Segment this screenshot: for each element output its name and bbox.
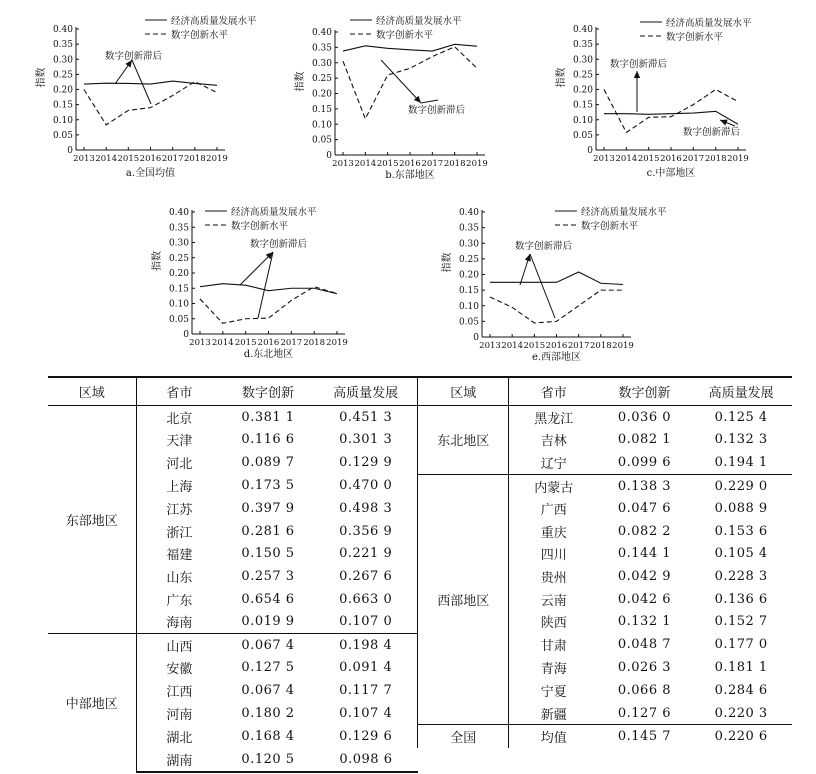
province-cell: 贵州 xyxy=(540,570,567,586)
province-cell: 黑龙江 xyxy=(534,411,574,427)
chart-e-x-tick-label: 2013 xyxy=(479,341,501,351)
chart-b-y-tick-label: 0.05 xyxy=(311,135,332,146)
digital-value-cell: 0.180 2 xyxy=(241,705,295,721)
province-cell: 海南 xyxy=(166,616,193,632)
chart-c-x-tick-label: 2019 xyxy=(727,154,749,164)
chart-e-annotation-arrow-line xyxy=(530,254,555,318)
quality-value-cell: 0.125 4 xyxy=(714,409,768,425)
province-cell: 辽宁 xyxy=(540,456,567,472)
chart-d-y-tick-label: 0.30 xyxy=(168,238,189,249)
quality-value-cell: 0.301 3 xyxy=(339,432,393,448)
chart-d-y-tick-label: 0.10 xyxy=(168,299,189,310)
chart-a-x-tick-label: 2015 xyxy=(117,154,140,164)
chart-a-caption: a.全国均值 xyxy=(125,168,176,179)
quality-value-cell: 0.132 3 xyxy=(714,432,768,448)
province-cell: 重庆 xyxy=(540,525,567,541)
digital-value-cell: 0.145 7 xyxy=(599,725,691,748)
chart-d-y-tick-label: 0.35 xyxy=(168,223,189,234)
chart-b-x-tick-label: 2014 xyxy=(354,159,377,169)
chart-e-x-tick-label: 2016 xyxy=(545,341,568,351)
digital-value-cell: 0.082 2 xyxy=(617,523,671,539)
chart-a-y-tick-label: 0.20 xyxy=(52,85,73,96)
digital-value-cell: 0.138 3 xyxy=(599,474,691,497)
chart-b-x-tick-label: 2017 xyxy=(421,159,444,169)
quality-value-cell: 0.107 0 xyxy=(339,614,393,630)
digital-value-cell: 0.150 5 xyxy=(241,546,295,562)
province-cell: 湖北 xyxy=(166,730,193,746)
chart-b-x-tick-label: 2013 xyxy=(332,159,354,169)
chart-b-y-tick-label: 0.35 xyxy=(311,43,332,54)
quality-value-cell: 0.088 9 xyxy=(714,501,768,517)
chart-b-annotation-arrow-line xyxy=(421,100,438,103)
province-cell: 上海 xyxy=(166,480,193,496)
digital-value-cell: 0.066 8 xyxy=(617,682,671,698)
chart-b-y-tick-label: 0.10 xyxy=(311,120,332,131)
digital-value-cell: 0.019 9 xyxy=(241,614,295,630)
chart-c-y-tick-label: 0.35 xyxy=(572,40,593,51)
header-quality: 高质量发展 xyxy=(314,377,418,406)
chart-b-y-tick-label: 0 xyxy=(326,151,332,161)
chart-d-annotation-arrow-line xyxy=(240,252,273,285)
province-cell: 山西 xyxy=(136,633,222,656)
chart-d-x-tick-label: 2014 xyxy=(212,338,234,348)
region-cell: 西部地区 xyxy=(418,474,509,725)
province-cell: 均值 xyxy=(509,725,599,748)
province-cell: 北京 xyxy=(166,411,193,427)
table-row xyxy=(48,748,792,772)
digital-value-cell: 0.026 3 xyxy=(617,660,671,676)
region-cell: 全国 xyxy=(418,725,509,748)
chart-c-x-tick-label: 2013 xyxy=(593,154,615,164)
chart-c-x-tick-label: 2017 xyxy=(682,154,705,164)
province-cell: 宁夏 xyxy=(540,684,567,700)
chart-d-x-tick-label: 2018 xyxy=(303,338,325,348)
digital-value-cell: 0.099 6 xyxy=(617,454,671,470)
quality-value-cell: 0.105 4 xyxy=(714,546,768,562)
header-region: 区域 xyxy=(48,377,136,406)
chart-a-x-tick-label: 2013 xyxy=(73,154,95,164)
digital-value-cell: 0.082 1 xyxy=(617,432,671,448)
chart-e-y-tick-label: 0.20 xyxy=(458,270,479,281)
digital-value-cell: 0.120 5 xyxy=(222,748,314,772)
digital-value-cell: 0.397 9 xyxy=(241,501,295,517)
header-digital: 数字创新 xyxy=(222,377,314,406)
chart-b-y-tick-label: 0.40 xyxy=(311,28,332,38)
chart-d-y-label: 指数 xyxy=(152,251,163,271)
chart-d-y-tick-label: 0.15 xyxy=(168,284,189,295)
chart-c-series-digital-line xyxy=(604,90,738,133)
digital-value-cell: 0.654 6 xyxy=(241,591,295,607)
chart-d-x-tick-label: 2013 xyxy=(189,338,211,348)
chart-a-x-tick-label: 2017 xyxy=(161,154,184,164)
chart-d-annotation-label: 数字创新滞后 xyxy=(250,239,308,250)
chart-b-annotation-label: 数字创新滞后 xyxy=(408,105,466,116)
province-cell: 广西 xyxy=(540,503,567,519)
chart-a-y-tick-label: 0 xyxy=(67,146,73,156)
chart-c-y-tick-label: 0.30 xyxy=(572,55,593,66)
quality-value-cell: 0.117 7 xyxy=(339,682,393,698)
chart-d-x-tick-label: 2015 xyxy=(234,338,257,348)
chart-c-annotation-arrowhead xyxy=(634,71,640,78)
table-row xyxy=(48,406,792,429)
chart-e-y-label: 指数 xyxy=(442,252,453,273)
chart-e-annotation-label: 数字创新滞后 xyxy=(515,241,573,252)
chart-e-x-tick-label: 2018 xyxy=(590,341,612,351)
table-row xyxy=(48,725,792,748)
region-cell: 东部地区 xyxy=(48,406,136,634)
quality-value-cell: 0.136 6 xyxy=(714,591,768,607)
chart-b-x-tick-label: 2019 xyxy=(466,159,488,169)
quality-value-cell: 0.153 6 xyxy=(714,523,768,539)
quality-value-cell: 0.181 1 xyxy=(714,660,768,676)
chart-e-legend-digital-label: 数字创新水平 xyxy=(581,221,639,232)
chart-d-series-digital-line xyxy=(200,287,337,324)
chart-a-x-tick-label: 2019 xyxy=(206,154,228,164)
province-cell: 陕西 xyxy=(540,616,567,632)
chart-c-y-tick-label: 0.40 xyxy=(572,25,593,35)
province-cell: 新疆 xyxy=(540,707,567,723)
region-cell: 中部地区 xyxy=(48,633,136,771)
chart-e-x-tick-label: 2019 xyxy=(612,341,634,351)
province-cell: 浙江 xyxy=(166,525,193,541)
chart-d-annotation-arrow-line xyxy=(258,252,273,318)
quality-value-cell: 0.356 9 xyxy=(339,523,393,539)
chart-c-x-tick-label: 2014 xyxy=(615,154,638,164)
digital-value-cell: 0.042 6 xyxy=(617,591,671,607)
chart-c-legend-econ-label: 经济高质量发展水平 xyxy=(666,18,752,29)
chart-a-annotation-arrow-line xyxy=(132,60,151,104)
quality-value-cell: 0.129 6 xyxy=(339,728,393,744)
region-cell: 东北地区 xyxy=(418,406,509,475)
quality-value-cell: 0.267 6 xyxy=(339,568,393,584)
chart-b-x-tick-label: 2015 xyxy=(376,159,399,169)
digital-value-cell: 0.067 4 xyxy=(241,682,295,698)
chart-e-y-tick-label: 0.05 xyxy=(458,317,479,328)
chart-b-y-tick-label: 0.25 xyxy=(311,74,332,85)
header-region-2: 区域 xyxy=(418,377,509,406)
header-quality-2: 高质量发展 xyxy=(690,377,792,406)
chart-e-annotation-arrowhead xyxy=(525,254,531,262)
chart-c-x-tick-label: 2016 xyxy=(660,154,682,164)
chart-b-series-econ-line xyxy=(343,44,477,51)
chart-e-y-tick-label: 0.30 xyxy=(458,239,479,250)
chart-b-y-tick-label: 0.15 xyxy=(311,104,332,115)
digital-value-cell: 0.047 6 xyxy=(617,501,671,517)
quality-value-cell: 0.284 6 xyxy=(714,682,768,698)
chart-a-y-tick-label: 0.25 xyxy=(52,70,73,81)
header-province-2: 省市 xyxy=(509,377,599,406)
chart-b-annotation-arrow-line xyxy=(381,60,421,103)
province-cell: 江苏 xyxy=(166,503,193,519)
chart-c-y-tick-label: 0.05 xyxy=(572,130,593,141)
quality-value-cell: 0.229 0 xyxy=(690,474,792,497)
province-cell: 河北 xyxy=(166,457,193,473)
chart-d-y-tick-label: 0.05 xyxy=(168,314,189,325)
chart-d-y-tick-label: 0.20 xyxy=(168,269,189,279)
chart-b-y-label: 指数 xyxy=(295,71,306,92)
province-cell: 山东 xyxy=(166,570,193,586)
digital-value-cell: 0.127 5 xyxy=(241,660,295,676)
chart-e-x-tick-label: 2014 xyxy=(501,341,523,351)
chart-c-annotation-2-label: 数字创新滞后 xyxy=(683,127,741,138)
province-cell: 湖南 xyxy=(136,748,222,772)
chart-d-x-tick-label: 2016 xyxy=(257,338,280,348)
province-cell: 天津 xyxy=(166,434,193,450)
digital-value-cell: 0.042 9 xyxy=(617,568,671,584)
chart-a-x-tick-label: 2016 xyxy=(139,154,162,164)
digital-value-cell: 0.381 1 xyxy=(241,409,295,425)
chart-d-caption: d.东北地区 xyxy=(243,349,294,360)
quality-value-cell: 0.498 3 xyxy=(339,501,393,517)
chart-e-y-tick-label: 0 xyxy=(473,333,479,343)
chart-b-x-tick-label: 2016 xyxy=(399,159,421,169)
chart-e-x-tick-label: 2015 xyxy=(523,341,546,351)
digital-value-cell: 0.116 6 xyxy=(241,432,295,448)
chart-a-y-label: 指数 xyxy=(36,67,47,88)
chart-b-y-tick-label: 0.30 xyxy=(311,58,332,69)
digital-value-cell: 0.144 1 xyxy=(617,546,671,562)
quality-value-cell: 0.221 9 xyxy=(339,546,393,562)
province-cell: 青海 xyxy=(540,662,567,678)
data-table xyxy=(48,376,792,773)
chart-e-y-tick-label: 0.40 xyxy=(458,208,479,218)
chart-c-y-tick-label: 0 xyxy=(587,146,593,156)
digital-value-cell: 0.127 6 xyxy=(617,705,671,721)
chart-a-y-tick-label: 0.10 xyxy=(52,115,73,126)
quality-value-cell: 0.663 0 xyxy=(339,591,393,607)
chart-c-y-tick-label: 0.20 xyxy=(572,85,593,96)
quality-value-cell: 0.198 4 xyxy=(314,633,418,656)
chart-a-legend-econ-label: 经济高质量发展水平 xyxy=(171,16,257,27)
chart-a-y-tick-label: 0.30 xyxy=(52,55,73,66)
province-cell: 安徽 xyxy=(166,662,193,678)
chart-e-series-econ-line xyxy=(490,272,623,285)
province-cell: 广东 xyxy=(166,593,193,609)
table-header-row xyxy=(48,377,792,406)
province-cell: 甘肃 xyxy=(540,639,567,655)
table-row xyxy=(48,474,792,497)
digital-value-cell: 0.281 6 xyxy=(241,523,295,539)
province-cell: 吉林 xyxy=(540,434,567,450)
chart-b-legend-econ-label: 经济高质量发展水平 xyxy=(376,16,462,27)
chart-c-y-tick-label: 0.10 xyxy=(572,115,593,126)
quality-value-cell: 0.451 3 xyxy=(339,409,393,425)
chart-b-y-tick-label: 0.20 xyxy=(311,89,332,100)
chart-e-series-digital-line xyxy=(490,290,623,323)
charts-area xyxy=(0,0,816,372)
chart-c-y-tick-label: 0.15 xyxy=(572,100,593,111)
chart-e-caption: e.西部地区 xyxy=(531,352,582,363)
digital-value-cell: 0.168 4 xyxy=(241,728,295,744)
quality-value-cell: 0.220 3 xyxy=(714,705,768,721)
chart-b-legend-digital-label: 数字创新水平 xyxy=(376,30,434,41)
province-cell: 河南 xyxy=(166,707,193,723)
chart-d-legend-digital-label: 数字创新水平 xyxy=(231,221,289,232)
province-cell: 内蒙古 xyxy=(509,474,599,497)
chart-e-y-tick-label: 0.15 xyxy=(458,286,479,297)
chart-e-y-tick-label: 0.35 xyxy=(458,223,479,234)
quality-value-cell: 0.098 6 xyxy=(314,748,418,772)
chart-a-x-tick-label: 2014 xyxy=(95,154,117,164)
province-cell: 云南 xyxy=(540,593,567,609)
chart-e-y-tick-label: 0.10 xyxy=(458,301,479,312)
header-province: 省市 xyxy=(136,377,222,406)
chart-d-series-econ-line xyxy=(200,284,337,294)
chart-b-x-tick-label: 2018 xyxy=(443,159,466,169)
digital-value-cell: 0.173 5 xyxy=(241,478,295,494)
chart-a-y-tick-label: 0.35 xyxy=(52,40,73,51)
chart-e-legend-econ-label: 经济高质量发展水平 xyxy=(581,207,667,218)
chart-c-x-tick-label: 2018 xyxy=(704,154,727,164)
quality-value-cell: 0.152 7 xyxy=(714,614,768,630)
chart-c-annotation-label: 数字创新滞后 xyxy=(610,59,668,70)
chart-a-x-tick-label: 2018 xyxy=(184,154,206,164)
chart-c-legend-digital-label: 数字创新水平 xyxy=(666,32,724,43)
chart-e-x-tick-label: 2017 xyxy=(567,341,590,351)
chart-d-x-tick-label: 2019 xyxy=(326,338,348,348)
chart-a-y-tick-label: 0.05 xyxy=(52,130,73,141)
quality-value-cell: 0.220 6 xyxy=(690,725,792,748)
province-cell: 四川 xyxy=(540,548,567,564)
quality-value-cell: 0.129 9 xyxy=(339,455,393,471)
quality-value-cell: 0.194 1 xyxy=(714,454,768,470)
chart-e-y-tick-label: 0.25 xyxy=(458,254,479,265)
chart-c-caption: c.中部地区 xyxy=(646,168,696,179)
chart-a-annotation-label: 数字创新滞后 xyxy=(105,51,163,62)
digital-value-cell: 0.257 3 xyxy=(241,568,295,584)
quality-value-cell: 0.228 3 xyxy=(714,568,768,584)
chart-c-y-label: 指数 xyxy=(556,67,567,88)
province-cell: 福建 xyxy=(166,548,193,564)
chart-c-series-econ-line xyxy=(604,111,738,124)
chart-d-y-tick-label: 0.40 xyxy=(168,208,189,218)
province-cell: 江西 xyxy=(166,684,193,700)
chart-d-y-tick-label: 0.25 xyxy=(168,253,189,264)
digital-value-cell: 0.036 0 xyxy=(617,409,671,425)
chart-c-y-tick-label: 0.25 xyxy=(572,70,593,81)
chart-c-x-tick-label: 2015 xyxy=(637,154,660,164)
chart-a-y-tick-label: 0.15 xyxy=(52,100,73,111)
chart-a-legend-digital-label: 数字创新水平 xyxy=(171,30,229,41)
quality-value-cell: 0.107 4 xyxy=(339,705,393,721)
chart-b-caption: b.东部地区 xyxy=(385,170,435,181)
chart-d-x-tick-label: 2017 xyxy=(280,338,303,348)
digital-value-cell: 0.089 7 xyxy=(241,455,295,471)
digital-value-cell: 0.048 7 xyxy=(617,637,671,653)
chart-a-y-tick-label: 0.40 xyxy=(52,25,73,35)
quality-value-cell: 0.091 4 xyxy=(339,660,393,676)
header-digital-2: 数字创新 xyxy=(599,377,691,406)
digital-value-cell: 0.067 4 xyxy=(222,633,314,656)
quality-value-cell: 0.470 0 xyxy=(339,478,393,494)
digital-value-cell: 0.132 1 xyxy=(617,614,671,630)
quality-value-cell: 0.177 0 xyxy=(714,637,768,653)
chart-d-y-tick-label: 0 xyxy=(183,330,189,340)
chart-d-legend-econ-label: 经济高质量发展水平 xyxy=(231,207,317,218)
